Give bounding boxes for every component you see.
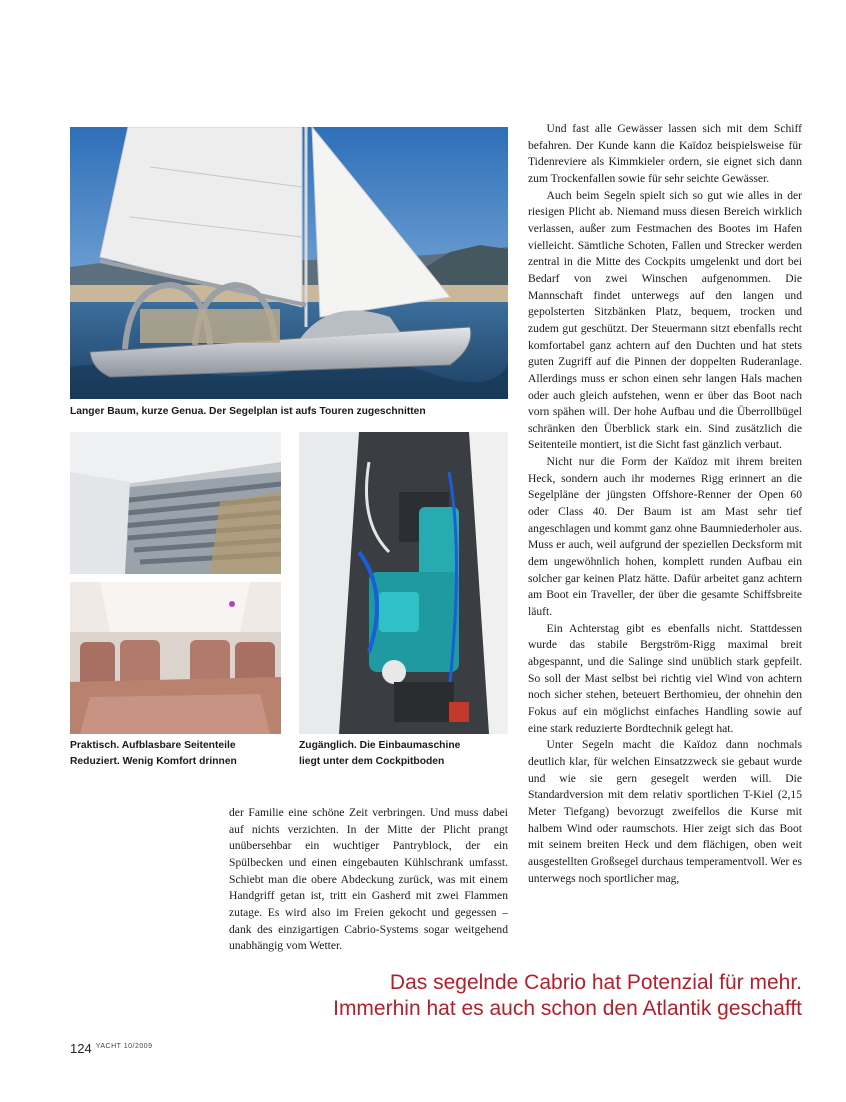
main-photo-caption: Langer Baum, kurze Genua. Der Segelplan ist aufs Touren zugeschnitten [70, 406, 426, 417]
left-photos-caption-line-1: Praktisch. Aufblasbare Seitenteile [70, 740, 236, 751]
engine-compartment-photo [299, 432, 508, 734]
right-body-column [528, 121, 802, 887]
cabin-illustration [70, 582, 281, 734]
magazine-issue: YACHT 10/2009 [95, 1043, 153, 1050]
pull-quote-line-1: Das segelnde Cabrio hat Potenzial für mehr. [389, 971, 802, 994]
pull-quote-line-2: Immerhin hat es auch schon den Atlantik geschafft [333, 997, 802, 1020]
sailboat-photo [70, 127, 508, 399]
side-panels-illustration [70, 432, 281, 574]
left-photos-caption-line-2: Reduziert. Wenig Komfort drinnen [70, 756, 237, 767]
body-paragraph: Und fast alle Gewässer lassen sich mit dem Schiff befahren. Der Kunde kann die Kaïdoz beispielsweise für Tidenreviere als Kimmkieler ordern, sie eignet sich dann zum Trockenfallen sowie für sehr seichte Gewässer. [528, 122, 802, 185]
engine-illustration [299, 432, 508, 734]
body-paragraph: Ein Achterstag gibt es ebenfalls nicht. Stattdessen wurde das stabile Bergström-Rigg maximal breit abgespannt, und die Salinge sind unüblich stark gepfeilt. So soll der Mast selbst bei richtig viel Wind von achtern noch sicher stehen, beteuert Berthomieu, der ohnehin den Fokus auf ein möglichst einfaches Handling sowie auf eine stark reduzierte Bordtechnik gelegt hat. [528, 621, 802, 735]
right-photo-caption-line-2: liegt unter dem Cockpitboden [299, 756, 445, 767]
inflatable-side-panels-photo [70, 432, 281, 574]
cabin-interior-photo [70, 582, 281, 734]
body-paragraph: Nicht nur die Form der Kaïdoz mit ihrem breiten Heck, sondern auch ihr modernes Rigg erinnert an die Segelpläne der jüngsten Offshore-Renner der Open 60 oder Class 40. Der Baum ist am Mast sehr tief angeschlagen und kommt ganz ohne Baumniederholer aus. Muss er auch, weil aufgrund der speziellen Decksform mit dem ungewöhnlich hohen, komplett runden Aufbau ein solcher gar keinen Platz hätte. Dafür arbeitet ganz achtern am Boot ein Traveller, der über die gesamte Schiffsbreite läuft. [528, 455, 802, 619]
page-footer [70, 1040, 153, 1058]
left-body-column [229, 805, 508, 955]
sailboat-illustration [70, 127, 508, 399]
right-photo-caption-line-1: Zugänglich. Die Einbaumaschine [299, 740, 461, 751]
body-paragraph: der Familie eine schöne Zeit verbringen. Und muss dabei auf nichts verzichten. In der Mitte der Plicht prangt unübersehbar ein wuchtiger Pantryblock, der ein Spülbecken und einen eingebauten Kühlschrank umfasst. Schiebt man die obere Abdeckung zurück, was mit einem Handgriff getan ist, tritt ein Gasherd mit zwei Flammen zutage. Es wird also im Freien gekocht und gegessen – dank des einzigartigen Cabrio-Systems sogar weitgehend unabhängig vom Wetter. [229, 806, 508, 953]
page-number: 124 [70, 1041, 92, 1056]
body-paragraph: Auch beim Segeln spielt sich so gut wie alles in der riesigen Plicht ab. Niemand muss diesen Bereich wirklich verlassen, außer zum Festmachen des Bootes im Hafen vielleicht. Sämtliche Schoten, Fallen und Strecker werden zentral in die Mitte des Cockpits umgelenkt und dort bei Bedarf von zwei Winschen aufgenommen. Die Mannschaft findet unterwegs auf den langen und gepolsterten Sitzbänken Platz, bequem, trocken und zudem gut geschützt. Der Steuermann sitzt ebenfalls recht komfortabel ganz achtern auf den Duchten und hat stets guten Zugriff auf die Pinnen der doppelten Ruderanlage. Allerdings muss er schon einen sehr langen Hals machen oder auch gleich aufstehen, wenn er über das Boot nach vorn spähen will. Der hohe Aufbau und die Überrollbügel schränken den Überblick stark ein. Sind zusätzlich die Seitenteile montiert, ist die Sicht fast gänzlich verbaut. [528, 188, 802, 452]
body-paragraph: Unter Segeln macht die Kaïdoz dann nochmals deutlich klar, für welchen Einsatzzweck sie gebaut wurde und wie sie gern gesegelt werden will. Die Standardversion mit dem relativ sportlichen T-Kiel (2,15 Meter Tiefgang) bevorzugt zweifellos die Kurse mit halbem Wind oder raumschots. Hier zeigt sich das Boot mit seinem breiten Heck und dem flächigen, oben weit ausgestellten Großsegel durchaus temperamentvoll. Wer es unterwegs noch sportlicher mag, [528, 738, 802, 885]
